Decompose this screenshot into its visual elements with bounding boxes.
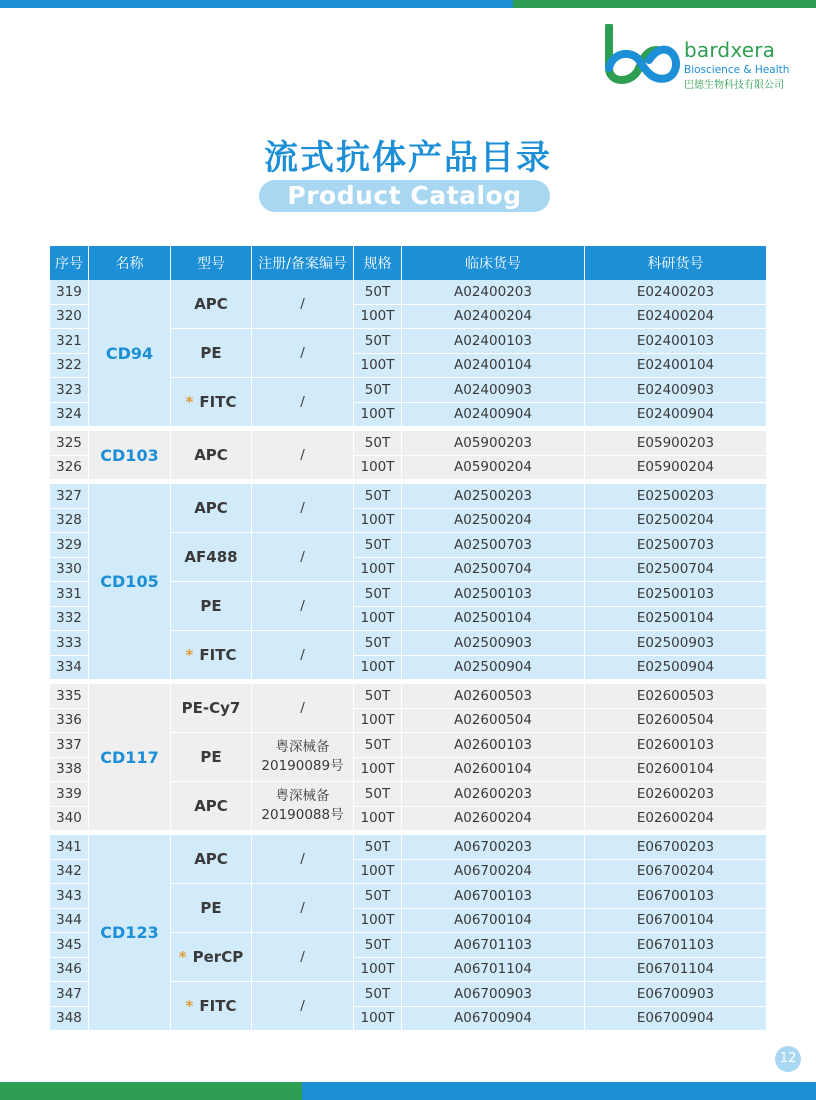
registration-number: /: [252, 533, 354, 582]
spec: 100T: [354, 509, 402, 534]
spec: 50T: [354, 329, 402, 354]
row-index: 327: [50, 484, 89, 509]
table-row: [50, 684, 766, 709]
model-cell: [171, 933, 252, 982]
spec: 50T: [354, 431, 402, 456]
row-index: 326: [50, 456, 89, 481]
spec: 50T: [354, 484, 402, 509]
model-label: AF488: [184, 548, 238, 566]
spec: 50T: [354, 933, 402, 958]
research-sku: E06700104: [585, 909, 766, 934]
page-subtitle: Product Catalog: [259, 180, 550, 212]
model-cell: [171, 733, 252, 782]
model-label: APC: [194, 797, 228, 815]
registration-number: /: [252, 378, 354, 427]
spec: 100T: [354, 1007, 402, 1032]
product-name: CD105: [89, 484, 171, 680]
model-label: APC: [194, 446, 228, 464]
top-color-bar: [0, 0, 816, 8]
row-index: 344: [50, 909, 89, 934]
row-index: 343: [50, 884, 89, 909]
model-label: PE: [200, 899, 222, 917]
research-sku: E02600204: [585, 807, 766, 832]
research-sku: E02400104: [585, 354, 766, 379]
registration-number: /: [252, 329, 354, 378]
research-sku: E02500704: [585, 558, 766, 583]
table-header-row: [50, 246, 766, 280]
research-sku: E02400203: [585, 280, 766, 305]
page-number: 12: [775, 1046, 801, 1072]
row-index: 335: [50, 684, 89, 709]
research-sku: E02600504: [585, 709, 766, 734]
spec: 100T: [354, 909, 402, 934]
brand-tagline-cn: 巴德生物科技有限公司: [684, 80, 784, 91]
row-index: 333: [50, 631, 89, 656]
clinical-sku: A06700103: [402, 884, 585, 909]
registration-number: /: [252, 684, 354, 733]
model-label: FITC: [199, 646, 237, 664]
spec: 50T: [354, 684, 402, 709]
research-sku: E06701104: [585, 958, 766, 983]
spec: 50T: [354, 884, 402, 909]
row-index: 346: [50, 958, 89, 983]
clinical-sku: A06700903: [402, 982, 585, 1007]
research-sku: E02500104: [585, 607, 766, 632]
research-sku: E02500703: [585, 533, 766, 558]
spec: 50T: [354, 631, 402, 656]
spec: 50T: [354, 582, 402, 607]
table-row: [50, 484, 766, 509]
star-icon: *: [178, 948, 187, 966]
model-cell: [171, 631, 252, 680]
clinical-sku: A02600103: [402, 733, 585, 758]
row-index: 347: [50, 982, 89, 1007]
table-row: [50, 835, 766, 860]
model-cell: [171, 533, 252, 582]
logo-mark-icon: [603, 24, 681, 88]
registration-number: 粤深械备 20190089号: [252, 733, 354, 782]
product-name: CD123: [89, 835, 171, 1031]
research-sku: E02600103: [585, 733, 766, 758]
row-index: 325: [50, 431, 89, 456]
research-sku: E02500203: [585, 484, 766, 509]
model-label: FITC: [199, 393, 237, 411]
spec: 50T: [354, 835, 402, 860]
row-index: 336: [50, 709, 89, 734]
clinical-sku: A06700204: [402, 860, 585, 885]
registration-number: /: [252, 280, 354, 329]
table-body: [50, 280, 766, 1031]
spec: 100T: [354, 958, 402, 983]
clinical-sku: A02500103: [402, 582, 585, 607]
row-index: 323: [50, 378, 89, 403]
model-cell: [171, 280, 252, 329]
research-sku: E02600503: [585, 684, 766, 709]
research-sku: E06700203: [585, 835, 766, 860]
clinical-sku: A06701103: [402, 933, 585, 958]
brand-logo: [603, 24, 793, 91]
row-index: 332: [50, 607, 89, 632]
spec: 100T: [354, 860, 402, 885]
model-cell: [171, 835, 252, 884]
spec: 50T: [354, 378, 402, 403]
model-cell: [171, 582, 252, 631]
row-index: 320: [50, 305, 89, 330]
clinical-sku: A05900204: [402, 456, 585, 481]
spec: 100T: [354, 758, 402, 783]
row-index: 345: [50, 933, 89, 958]
row-index: 329: [50, 533, 89, 558]
column-header: 序号: [50, 246, 89, 280]
research-sku: E02400904: [585, 403, 766, 428]
row-index: 342: [50, 860, 89, 885]
clinical-sku: A02600504: [402, 709, 585, 734]
row-index: 339: [50, 782, 89, 807]
star-icon: *: [185, 393, 194, 411]
product-name: CD103: [89, 431, 171, 480]
model-cell: [171, 484, 252, 533]
table-row: [50, 431, 766, 456]
model-label: APC: [194, 850, 228, 868]
clinical-sku: A02400204: [402, 305, 585, 330]
research-sku: E02400103: [585, 329, 766, 354]
model-cell: [171, 982, 252, 1031]
clinical-sku: A02600503: [402, 684, 585, 709]
row-index: 334: [50, 656, 89, 681]
brand-name: bardxera: [684, 38, 776, 62]
clinical-sku: A02500903: [402, 631, 585, 656]
research-sku: E02600203: [585, 782, 766, 807]
spec: 100T: [354, 354, 402, 379]
registration-number: /: [252, 484, 354, 533]
clinical-sku: A02500904: [402, 656, 585, 681]
model-label: APC: [194, 295, 228, 313]
star-icon: *: [185, 997, 194, 1015]
spec: 100T: [354, 456, 402, 481]
research-sku: E06700904: [585, 1007, 766, 1032]
research-sku: E02500903: [585, 631, 766, 656]
model-label: APC: [194, 499, 228, 517]
registration-number: /: [252, 431, 354, 480]
clinical-sku: A02400904: [402, 403, 585, 428]
research-sku: E06700204: [585, 860, 766, 885]
research-sku: E06700103: [585, 884, 766, 909]
registration-number: /: [252, 835, 354, 884]
product-name: CD94: [89, 280, 171, 427]
row-index: 331: [50, 582, 89, 607]
model-label: PerCP: [192, 948, 244, 966]
star-icon: *: [185, 646, 194, 664]
model-label: PE: [200, 597, 222, 615]
product-table: [50, 246, 766, 1031]
clinical-sku: A02600104: [402, 758, 585, 783]
model-cell: [171, 884, 252, 933]
spec: 100T: [354, 403, 402, 428]
registration-number: 粤深械备 20190088号: [252, 782, 354, 831]
registration-number: /: [252, 884, 354, 933]
research-sku: E05900204: [585, 456, 766, 481]
spec: 50T: [354, 733, 402, 758]
registration-number: /: [252, 582, 354, 631]
clinical-sku: A06700904: [402, 1007, 585, 1032]
spec: 100T: [354, 305, 402, 330]
model-cell: [171, 329, 252, 378]
row-index: 319: [50, 280, 89, 305]
bottom-color-bar: [0, 1082, 816, 1100]
research-sku: E02500204: [585, 509, 766, 534]
research-sku: E02600104: [585, 758, 766, 783]
model-cell: [171, 684, 252, 733]
clinical-sku: A02500703: [402, 533, 585, 558]
clinical-sku: A02400903: [402, 378, 585, 403]
row-index: 322: [50, 354, 89, 379]
clinical-sku: A06700104: [402, 909, 585, 934]
model-label: PE: [200, 344, 222, 362]
spec: 50T: [354, 533, 402, 558]
clinical-sku: A02500704: [402, 558, 585, 583]
registration-number: /: [252, 631, 354, 680]
row-index: 321: [50, 329, 89, 354]
spec: 100T: [354, 607, 402, 632]
clinical-sku: A02400104: [402, 354, 585, 379]
clinical-sku: A02500104: [402, 607, 585, 632]
research-sku: E06701103: [585, 933, 766, 958]
clinical-sku: A02500203: [402, 484, 585, 509]
row-index: 340: [50, 807, 89, 832]
model-cell: [171, 378, 252, 427]
model-cell: [171, 431, 252, 480]
clinical-sku: A05900203: [402, 431, 585, 456]
column-header: 科研货号: [585, 246, 766, 280]
spec: 100T: [354, 558, 402, 583]
registration-number: /: [252, 982, 354, 1031]
column-header: 型号: [171, 246, 252, 280]
spec: 50T: [354, 782, 402, 807]
brand-tagline-en: Bioscience & Health: [684, 64, 790, 76]
column-header: 规格: [354, 246, 402, 280]
research-sku: E02500904: [585, 656, 766, 681]
row-index: 348: [50, 1007, 89, 1032]
spec: 100T: [354, 656, 402, 681]
research-sku: E02400204: [585, 305, 766, 330]
column-header: 注册/备案编号: [252, 246, 354, 280]
research-sku: E05900203: [585, 431, 766, 456]
registration-number: /: [252, 933, 354, 982]
row-index: 328: [50, 509, 89, 534]
page-title: 流式抗体产品目录: [264, 138, 552, 178]
table-row: [50, 280, 766, 305]
spec: 100T: [354, 807, 402, 832]
clinical-sku: A02600203: [402, 782, 585, 807]
spec: 50T: [354, 280, 402, 305]
clinical-sku: A02400103: [402, 329, 585, 354]
clinical-sku: A02500204: [402, 509, 585, 534]
model-label: FITC: [199, 997, 237, 1015]
clinical-sku: A06700203: [402, 835, 585, 860]
row-index: 330: [50, 558, 89, 583]
column-header: 临床货号: [402, 246, 585, 280]
clinical-sku: A02600204: [402, 807, 585, 832]
clinical-sku: A06701104: [402, 958, 585, 983]
row-index: 341: [50, 835, 89, 860]
model-cell: [171, 782, 252, 831]
row-index: 337: [50, 733, 89, 758]
research-sku: E02500103: [585, 582, 766, 607]
spec: 100T: [354, 709, 402, 734]
model-label: PE: [200, 748, 222, 766]
clinical-sku: A02400203: [402, 280, 585, 305]
row-index: 324: [50, 403, 89, 428]
spec: 50T: [354, 982, 402, 1007]
research-sku: E06700903: [585, 982, 766, 1007]
model-label: PE-Cy7: [181, 699, 241, 717]
column-header: 名称: [89, 246, 171, 280]
row-index: 338: [50, 758, 89, 783]
research-sku: E02400903: [585, 378, 766, 403]
product-name: CD117: [89, 684, 171, 831]
